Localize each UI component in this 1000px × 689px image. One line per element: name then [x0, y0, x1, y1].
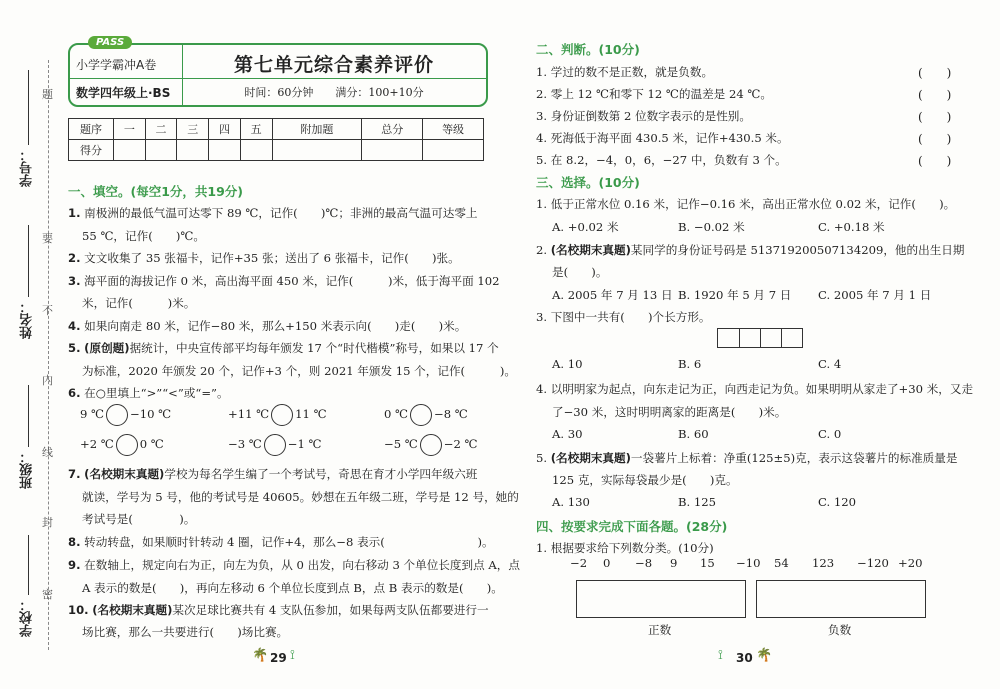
- school-line: [28, 535, 29, 595]
- question-line: [68, 205, 478, 221]
- section-title: 一、填空。(每空1分，共19分): [68, 184, 244, 199]
- question-line: [68, 385, 229, 401]
- question-number: 9.: [68, 558, 81, 572]
- question-line: [82, 624, 288, 640]
- header-left: [70, 37, 183, 105]
- exam-title: 第七单元综合素养评价: [233, 54, 434, 76]
- question-text: 了−30 米，这时明明离家的距离是( )米。: [552, 405, 787, 419]
- score-input-cell[interactable]: [209, 140, 241, 161]
- question-number: 6.: [68, 386, 81, 400]
- school-label: 学校：: [20, 598, 35, 637]
- cut-line: [48, 60, 49, 650]
- question-body: 海平面的海拔记作 0 米，高出海平面 450 米，记作( )米，低于海平面 102: [84, 274, 500, 288]
- name-line: [28, 225, 29, 297]
- positive-box[interactable]: [576, 580, 746, 618]
- question-body: 在数轴上，规定向右为正，向左为负，从 0 出发，向右移动 3 个单位长度到点 A，点: [84, 558, 520, 572]
- question-body: 学校为每名学生编了一个考试号，奇思在育才小学四年级六班: [164, 467, 478, 481]
- option[interactable]: A. 30: [552, 427, 583, 441]
- compare-left: +2 ℃: [80, 437, 114, 451]
- tree-icon: ⟟: [290, 648, 295, 663]
- judge-item: 1. 学过的数不是正数，就是负数。: [536, 65, 714, 79]
- table-cell: 得分: [69, 140, 114, 161]
- cut-mark: 不: [42, 304, 53, 317]
- class-label: 班级：: [20, 450, 35, 489]
- tree-icon: ⟟: [718, 648, 723, 663]
- question-number: 1.: [68, 206, 81, 220]
- section-title: 四、按要求完成下面各题。(28分): [536, 519, 728, 534]
- option[interactable]: A. 2005 年 7 月 13 日: [552, 288, 673, 302]
- score-input-cell[interactable]: [272, 140, 362, 161]
- source-tag: (名校期末真题): [92, 603, 173, 617]
- number-item: −8: [635, 556, 653, 570]
- question-body: 某次足球比赛共有 4 支队伍参加，如果每两支队伍都要进行一: [172, 603, 489, 617]
- question-body: A 表示的数是( )，再向左移动 6 个单位长度到点 B，点 B 表示的数是( )。: [82, 581, 503, 595]
- tree-icon: 🌴: [252, 648, 269, 663]
- answer-paren[interactable]: ( ): [918, 132, 952, 146]
- negative-box[interactable]: [756, 580, 926, 618]
- question-number: 5.: [68, 341, 81, 355]
- judge-item: 4. 死海低于海平面 430.5 米，记作+430.5 米。: [536, 131, 789, 145]
- question-body: 在○里填上“>”“<”或“=”。: [84, 386, 229, 400]
- question-line: [68, 318, 466, 334]
- pass-badge: PASS: [88, 36, 132, 49]
- compare-circle[interactable]: [271, 404, 293, 426]
- compare-left: 9 ℃: [80, 407, 105, 421]
- divider: [182, 78, 486, 79]
- compare-item: [228, 434, 322, 456]
- time-score: 时间：60分钟 满分：100+10分: [244, 86, 424, 99]
- question-line: [68, 602, 489, 618]
- table-cell: 等级: [423, 119, 484, 140]
- compare-circle[interactable]: [410, 404, 432, 426]
- score-table: [68, 118, 484, 161]
- number-item: 123: [812, 556, 835, 570]
- answer-paren[interactable]: ( ): [918, 88, 952, 102]
- table-cell: 附加题: [272, 119, 362, 140]
- question-number: 3.: [68, 274, 81, 288]
- section-title: 二、判断。(10分): [536, 42, 640, 57]
- source-tag: (原创题): [84, 341, 130, 355]
- compare-item: [80, 434, 164, 456]
- question-number: 10.: [68, 603, 89, 617]
- number-item: −120: [857, 556, 889, 570]
- option[interactable]: B. −0.02 米: [678, 220, 745, 234]
- box-label: 负数: [828, 623, 852, 637]
- number-item: −10: [736, 556, 761, 570]
- compare-left: −3 ℃: [228, 437, 262, 451]
- score-input-cell[interactable]: [177, 140, 209, 161]
- compare-right: 11 ℃: [295, 407, 327, 421]
- option[interactable]: B. 60: [678, 427, 709, 441]
- table-cell: 题序: [69, 119, 114, 140]
- compare-right: 0 ℃: [139, 437, 164, 451]
- table-cell: 总分: [362, 119, 423, 140]
- question-line: [82, 295, 195, 311]
- question-line: [82, 489, 519, 505]
- question-line: [68, 466, 477, 482]
- name-label: 姓名：: [20, 300, 35, 339]
- number-item: +20: [898, 556, 923, 570]
- cut-mark: 要: [42, 232, 53, 245]
- score-input-cell[interactable]: [362, 140, 423, 161]
- question-body: 就读，学号为 5 号，他的考试号是 40605。妙想在五年级二班，学号是 12 号，她的: [82, 490, 519, 504]
- option[interactable]: A. +0.02 米: [552, 220, 619, 234]
- question-text: [536, 450, 957, 466]
- answer-paren[interactable]: ( ): [918, 154, 952, 168]
- section-title: 三、选择。(10分): [536, 175, 640, 190]
- page-number: 30: [736, 651, 753, 665]
- question-line: [82, 363, 516, 379]
- option[interactable]: A. 130: [552, 495, 590, 509]
- rectangle-figure: [717, 328, 803, 348]
- option[interactable]: C. 4: [818, 357, 842, 371]
- question-number: 4.: [68, 319, 81, 333]
- option[interactable]: C. 120: [818, 495, 856, 509]
- question-number: 5.: [536, 451, 551, 465]
- option[interactable]: C. +0.18 米: [818, 220, 885, 234]
- compare-circle[interactable]: [106, 404, 128, 426]
- divider: [781, 329, 782, 347]
- page-number: 29: [270, 651, 287, 665]
- compare-right: −8 ℃: [434, 407, 468, 421]
- table-cell: 五: [240, 119, 272, 140]
- question-body: 为标准，2020 年颁发 20 个，记作+3 个，则 2021 年颁发 15 个，记作( )。: [82, 364, 516, 378]
- source-tag: (名校期末真题): [84, 467, 165, 481]
- question-number: 2.: [68, 251, 81, 265]
- question-body: 转动转盘，如果顺时针转动 4 圈，记作+4，那么−8 表示( )。: [84, 535, 494, 549]
- table-cell: 四: [209, 119, 241, 140]
- number-item: −2: [570, 556, 588, 570]
- divider: [70, 78, 182, 79]
- question-line: [68, 340, 499, 356]
- number-item: 54: [774, 556, 789, 570]
- question-text: [536, 242, 964, 258]
- score-input-cell[interactable]: [145, 140, 177, 161]
- question-line: [68, 534, 494, 550]
- question-body: 据统计，中央宣传部平均每年颁发 17 个“时代楷模”称号，如果以 17 个: [129, 341, 499, 355]
- question-number: 8.: [68, 535, 81, 549]
- question-number: 2.: [536, 243, 551, 257]
- number-item: 9: [670, 556, 678, 570]
- question-text: 3. 下图中一共有( )个长方形。: [536, 310, 711, 324]
- compare-circle[interactable]: [264, 434, 286, 456]
- option[interactable]: B. 1920 年 5 月 7 日: [678, 288, 792, 302]
- answer-paren[interactable]: ( ): [918, 66, 952, 80]
- option[interactable]: A. 10: [552, 357, 583, 371]
- question-body: 某同学的身份证号码是 513719200507134209，他的出生日期: [630, 243, 965, 257]
- question-body: 场比赛，那么一共要进行( )场比赛。: [82, 625, 289, 639]
- judge-item: 3. 身份证倒数第 2 位数字表示的是性别。: [536, 109, 751, 123]
- compare-item: [80, 404, 171, 426]
- tree-icon: 🌴: [756, 648, 773, 663]
- source-tag: (名校期末真题): [550, 451, 631, 465]
- cut-mark: 密: [42, 588, 53, 601]
- source-tag: (名校期末真题): [550, 243, 631, 257]
- cut-mark: 封: [42, 516, 53, 529]
- compare-left: 0 ℃: [384, 407, 409, 421]
- question-body: 南极洲的最低气温可达零下 89 ℃，记作( )℃；非洲的最高气温可达零上: [84, 206, 478, 220]
- class-line: [28, 385, 29, 447]
- question-line: [68, 273, 500, 289]
- grade-name: 数学四年级上·BS: [76, 86, 171, 100]
- question-line: [68, 250, 460, 266]
- question-line: [68, 557, 520, 573]
- question-body: 如果向南走 80 米，记作−80 米，那么+150 米表示向( )走( )米。: [84, 319, 467, 333]
- compare-item: [228, 404, 327, 426]
- divider: [760, 329, 761, 347]
- divider: [739, 329, 740, 347]
- question-body: 一袋薯片上标着：净重(125±5)克，表示这袋薯片的标准质量是: [630, 451, 958, 465]
- cut-mark: 线: [42, 446, 53, 459]
- exam-header: [68, 37, 488, 107]
- table-cell: 三: [177, 119, 209, 140]
- number-item: 15: [700, 556, 715, 570]
- question-line: [82, 511, 195, 527]
- compare-right: −1 ℃: [287, 437, 322, 451]
- id-line: [28, 70, 29, 145]
- score-input-cell[interactable]: [114, 140, 146, 161]
- compare-right: −2 ℃: [443, 437, 478, 451]
- question-line: [82, 228, 205, 244]
- question-body: 考试号是( )。: [82, 512, 196, 526]
- question-body: 55 ℃，记作( )℃。: [82, 229, 205, 243]
- cut-mark: 题: [42, 88, 53, 101]
- compare-right: −10 ℃: [130, 407, 172, 421]
- table-row: [69, 140, 484, 161]
- cut-mark: 内: [42, 374, 53, 387]
- table-cell: 二: [145, 119, 177, 140]
- option[interactable]: C. 0: [818, 427, 842, 441]
- judge-item: 2. 零上 12 ℃和零下 12 ℃的温差是 24 ℃。: [536, 87, 772, 101]
- judge-item: 5. 在 8.2，−4，0，6，−27 中，负数有 3 个。: [536, 153, 787, 167]
- number-item: 0: [603, 556, 611, 570]
- question-body: 米，记作( )米。: [82, 296, 196, 310]
- compare-item: [384, 434, 478, 456]
- compare-circle[interactable]: [420, 434, 442, 456]
- question-body: 文文收集了 35 张福卡，记作+35 张；送出了 6 张福卡，记作( )张。: [84, 251, 460, 265]
- option[interactable]: C. 2005 年 7 月 1 日: [818, 288, 932, 302]
- option[interactable]: B. 125: [678, 495, 717, 509]
- compare-left: −5 ℃: [384, 437, 418, 451]
- question-number: 7.: [68, 467, 81, 481]
- question-text: 125 克，实际每袋最少是( )克。: [552, 473, 738, 487]
- question-line: [82, 580, 503, 596]
- series-name: 小学学霸冲A卷: [76, 58, 157, 72]
- compare-item: [384, 404, 468, 426]
- answer-paren[interactable]: ( ): [918, 110, 952, 124]
- table-cell: 一: [114, 119, 146, 140]
- table-row: [69, 119, 484, 140]
- question-text: 4. 以明明家为起点，向东走记为正，向西走记为负。如果明明从家走了+30 米，又走: [536, 382, 974, 396]
- question-text: 是( )。: [552, 265, 608, 279]
- option[interactable]: B. 6: [678, 357, 702, 371]
- question-text: 1. 根据要求给下列数分类。(10分): [536, 541, 714, 555]
- question-text: 1. 低于正常水位 0.16 米，记作−0.16 米，高出正常水位 0.02 米，记作( )。: [536, 197, 956, 211]
- id-label: 学号：: [20, 148, 35, 187]
- score-input-cell[interactable]: [240, 140, 272, 161]
- compare-left: +11 ℃: [228, 407, 270, 421]
- score-input-cell[interactable]: [423, 140, 484, 161]
- compare-circle[interactable]: [116, 434, 138, 456]
- box-label: 正数: [648, 623, 672, 637]
